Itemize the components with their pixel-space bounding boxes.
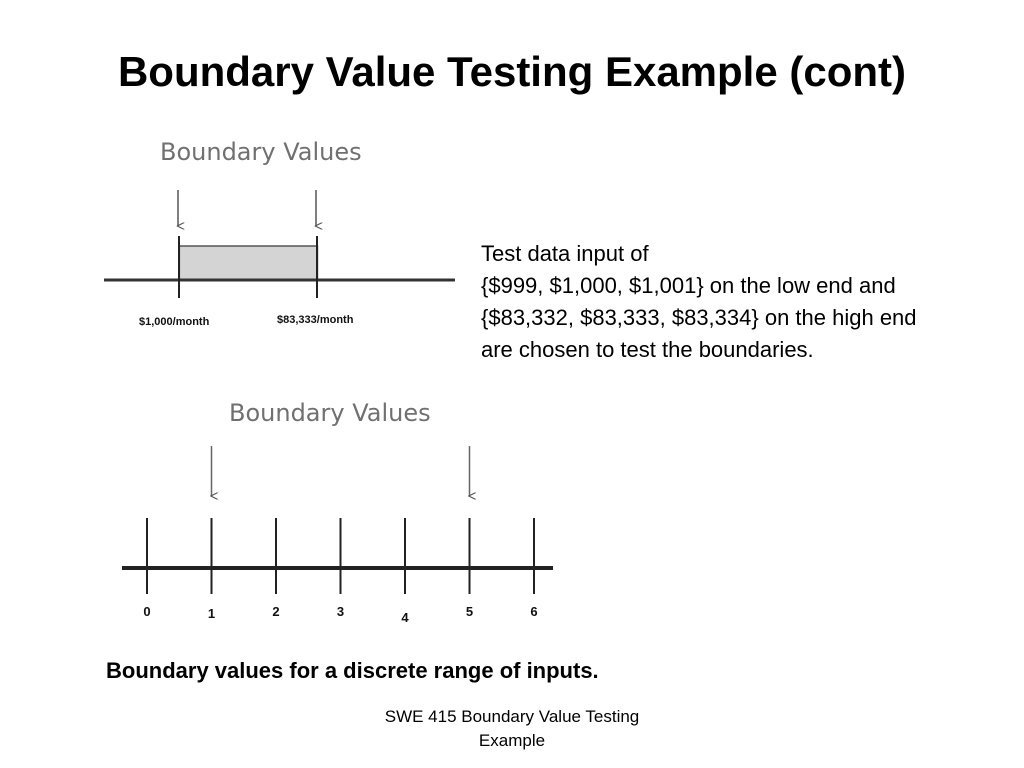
description-line: are chosen to test the boundaries. bbox=[481, 337, 814, 362]
low-boundary-label: $1,000/month bbox=[139, 316, 210, 328]
discrete-tick-label: 3 bbox=[336, 604, 345, 619]
discrete-tick-label: 0 bbox=[143, 604, 151, 619]
discrete-tick-label: 2 bbox=[272, 604, 280, 619]
footer-line: SWE 415 Boundary Value Testing bbox=[384, 707, 640, 726]
description-line: Test data input of bbox=[481, 241, 649, 266]
discrete-tick-label: 6 bbox=[530, 604, 538, 619]
continuous-heading: Boundary Values bbox=[160, 138, 362, 166]
valid-range-shading bbox=[180, 246, 318, 281]
discrete-range-diagram bbox=[122, 399, 553, 625]
discrete-heading: Boundary Values bbox=[229, 399, 431, 427]
continuous-range-diagram bbox=[104, 138, 455, 328]
test-data-description bbox=[481, 238, 1011, 366]
discrete-tick-label: 4 bbox=[401, 610, 409, 625]
discrete-tick-label: 5 bbox=[465, 604, 474, 619]
slide-footer bbox=[350, 705, 674, 753]
figure-caption: Boundary values for a discrete range of inputs. bbox=[106, 658, 599, 683]
description-line: {$83,332, $83,333, $83,334} on the high end bbox=[481, 305, 917, 330]
high-boundary-label: $83,333/month bbox=[277, 314, 354, 326]
discrete-ticks bbox=[143, 446, 537, 625]
discrete-tick-label: 1 bbox=[207, 606, 216, 621]
description-line: {$999, $1,000, $1,001} on the low end and bbox=[481, 273, 896, 298]
slide-title: Boundary Value Testing Example (cont) bbox=[117, 48, 907, 95]
footer-line: Example bbox=[478, 731, 546, 750]
